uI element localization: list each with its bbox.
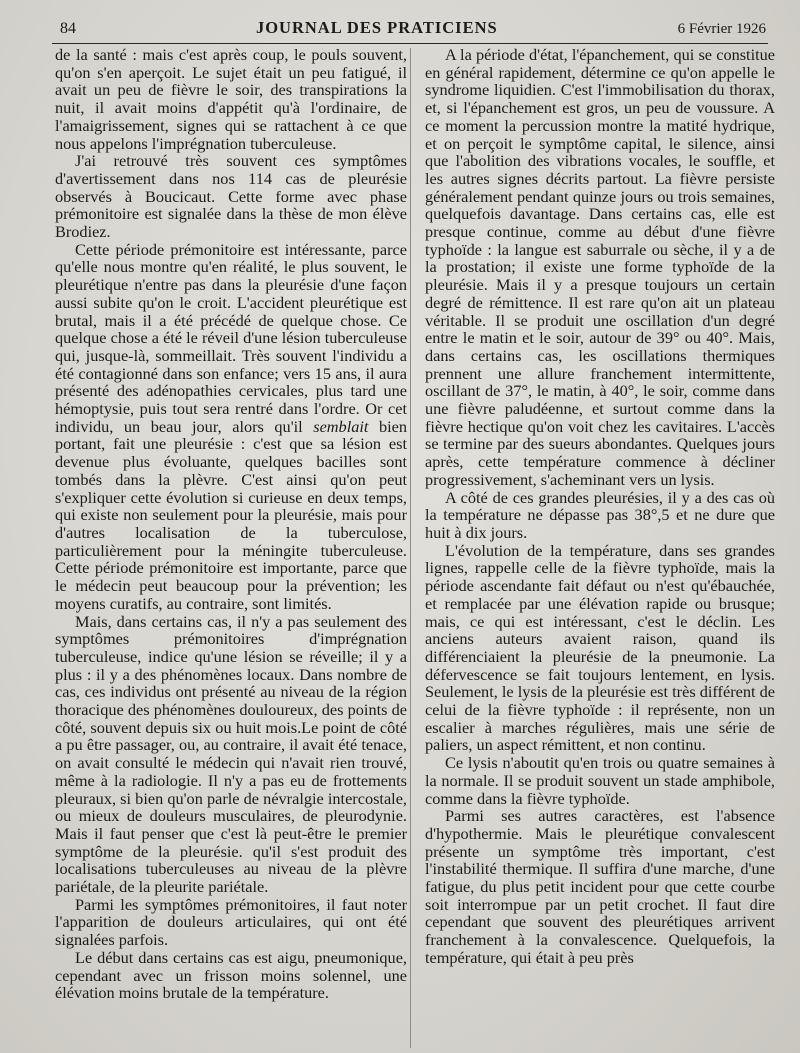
- paragraph: de la santé : mais c'est après coup, le pouls souvent, qu'on s'en aperçoit. Le sujet était un peu fatigué, il avait un peu de fièvre le soir, des transpirations la nuit, il avait moins d'appétit qu'à l'ordinaire, de l'amaigrissement, signes qui se rattachent à ce que nous appelons l'imprégnation tuberculeuse.: [55, 45, 407, 153]
- paragraph: A la période d'état, l'épanchement, qui se constitue en général rapidement, détermine ce qu'on appelle le syndrome liquidien. C'est l'immobilisation du thorax, et, si l'épanchement est gros, un peu de voussure. A ce moment la percussion montre la matité hydrique, et on perçoit le symptôme capital, le silence, ainsi que l'abolition des vibrations vocales, le souffle, et les autres signes décrits partout. La fièvre persiste généralement pendant quinze jours ou trois semaines, quelquefois davantage. Dans certains cas, elle est presque continue, comme au début d'une fièvre typhoïde : la langue est saburrale ou sèche, il y a de la prostation; il existe une forme typhoïde de la pleurésie. Mais il y a presque toujours un certain degré de rémittence. Il est rare qu'on ait un plateau véritable. Il se produit une oscillation d'un degré entre le matin et le soir, autour de 39° ou 40°. Mais, dans certains cas, les oscillations thermiques prennent une allure franchement intermittente, oscillant de 37°, le matin, à 40°, le soir, comme dans une fièvre paludéenne, et surtout comme dans la fièvre hectique qu'on voit chez les cavitaires. L'accès se termine par des sueurs abondantes. Quelques jours après, cette température commence à décliner progressivement, s'acheminant vers un lysis.: [425, 45, 775, 489]
- paragraph: L'évolution de la température, dans ses grandes lignes, rappelle celle de la fièvre typhoïde, mais la période ascendante fait défaut ou n'est qu'ébauchée, et remplacée par une élévation rapide ou brusque; mais, ce qui est intéressant, c'est le déclin. Les anciens auteurs avaient raison, quand ils différenciaient la pleurésie de la pneumonie. La défervescence se fait toujours lentement, en lysis. Seulement, le lysis de la pleurésie est très différent de celui de la fièvre typhoïde : il représente, non un escalier à marches régulières, mais une série de paliers, un aspect rémittent, et non continu.: [425, 540, 775, 755]
- paragraph: Mais, dans certains cas, il n'y a pas seulement des symptômes prémonitoires d'imprégnation tuberculeuse, indice qu'une lésion se réveille; il y a plus : il y a des phénomènes locaux. Dans nombre de cas, ces individus ont présenté au niveau de la région thoracique des phénomènes douloureux, des points de côté, souvent depuis six ou huit mois.Le point de côté a pu être passager, ou, au contraire, il avait été tenace, on avait consulté le médecin qui n'avait rien trouvé, même à la radiologie. Il n'y a pas eu de frottements pleuraux, si bien qu'on parle de névralgie intercostale, ou mieux de douleurs musculaires, de pleurodynie. Mais il faut penser que c'est là peut-être le premier symptôme de la pleurésie. qu'il s'est produit des localisations tuberculeuses au niveau de la plèvre pariétale, de la pleurite pariétale.: [55, 611, 407, 897]
- journal-title: JOURNAL DES PRATICIENS: [255, 18, 498, 37]
- paragraph: J'ai retrouvé très souvent ces symptômes d'avertissement dans nos 114 cas de pleurésie observés à Boucicaut. Cette forme avec phase prémonitoire est signalée dans la thèse de mon élève Brodiez.: [55, 151, 407, 242]
- emphasis: semblait: [313, 416, 369, 436]
- column-divider: [410, 48, 411, 1048]
- header-rule: [52, 43, 768, 44]
- page-number: 84: [60, 20, 76, 37]
- left-column: [55, 46, 407, 1002]
- paragraph: Ce lysis n'aboutit qu'en trois ou quatre semaines à la normale. Il se produit souvent un stade amphibole, comme dans la fièvre typhoïde.: [425, 753, 775, 808]
- paragraph: Le début dans certains cas est aigu, pneumonique, cependant avec un frisson moins solennel, une élévation moins brutale de la température.: [55, 947, 407, 1003]
- right-column: [425, 46, 775, 967]
- paragraph: Cette période prémonitoire est intéressante, parce qu'elle nous montre qu'en réalité, le plus souvent, le pleurétique n'entre pas dans la pleurésie d'une façon aussi subite qu'on le croit. L'accident pleurétique est brutal, mais il a été précédé de quelque chose. Ce quelque chose a été le réveil d'une lésion tuberculeuse qui, jusque-là, sommeillait. Très souvent l'individu a été contagionné dans son enfance; vers 15 ans, il aura présenté des adénopathies cervicales, plus tard une hémoptysie, puis tout sera rentré dans l'ordre. Or cet individu, un beau jour, alors qu'il semblait bien portant, fait une pleurésie : c'est que sa lésion est devenue plus évoluante, quelques bacilles sont tombés dans la plèvre. C'est ainsi qu'on peut s'expliquer cette évolution si curieuse en deux temps, qui existe non seulement pour la pleurésie, mais pour d'autres localisation de la tuberculose, particulièrement pour la méningite tuberculeuse. Cette période prémonitoire est importante, parce que le médecin peut beaucoup pour la prévention; les moyens curatifs, au contraire, sont limités.: [55, 239, 407, 613]
- issue-date: 6 Février 1926: [677, 21, 766, 37]
- paragraph: Parmi ses autres caractères, est l'absence d'hypothermie. Mais le pleurétique convalescent présente un symptôme très important, c'est l'instabilité thermique. Il suffira d'une marche, d'une fatigue, du plus petit incident pour que cette courbe soit interrompue par un petit crochet. Il faut dire cependant que souvent des pleurétiques arrivent franchement à la convalescence. Quelquefois, la température, qui était à peu près: [425, 806, 775, 967]
- paragraph: A côté de ces grandes pleurésies, il y a des cas où la température ne dépasse pas 38°,5 et ne dure que huit à dix jours.: [425, 487, 775, 542]
- paragraph: Parmi les symptômes prémonitoires, il faut noter l'apparition de douleurs articulaires, qui ont été signalées parfois.: [55, 894, 407, 950]
- page-header: [60, 18, 766, 40]
